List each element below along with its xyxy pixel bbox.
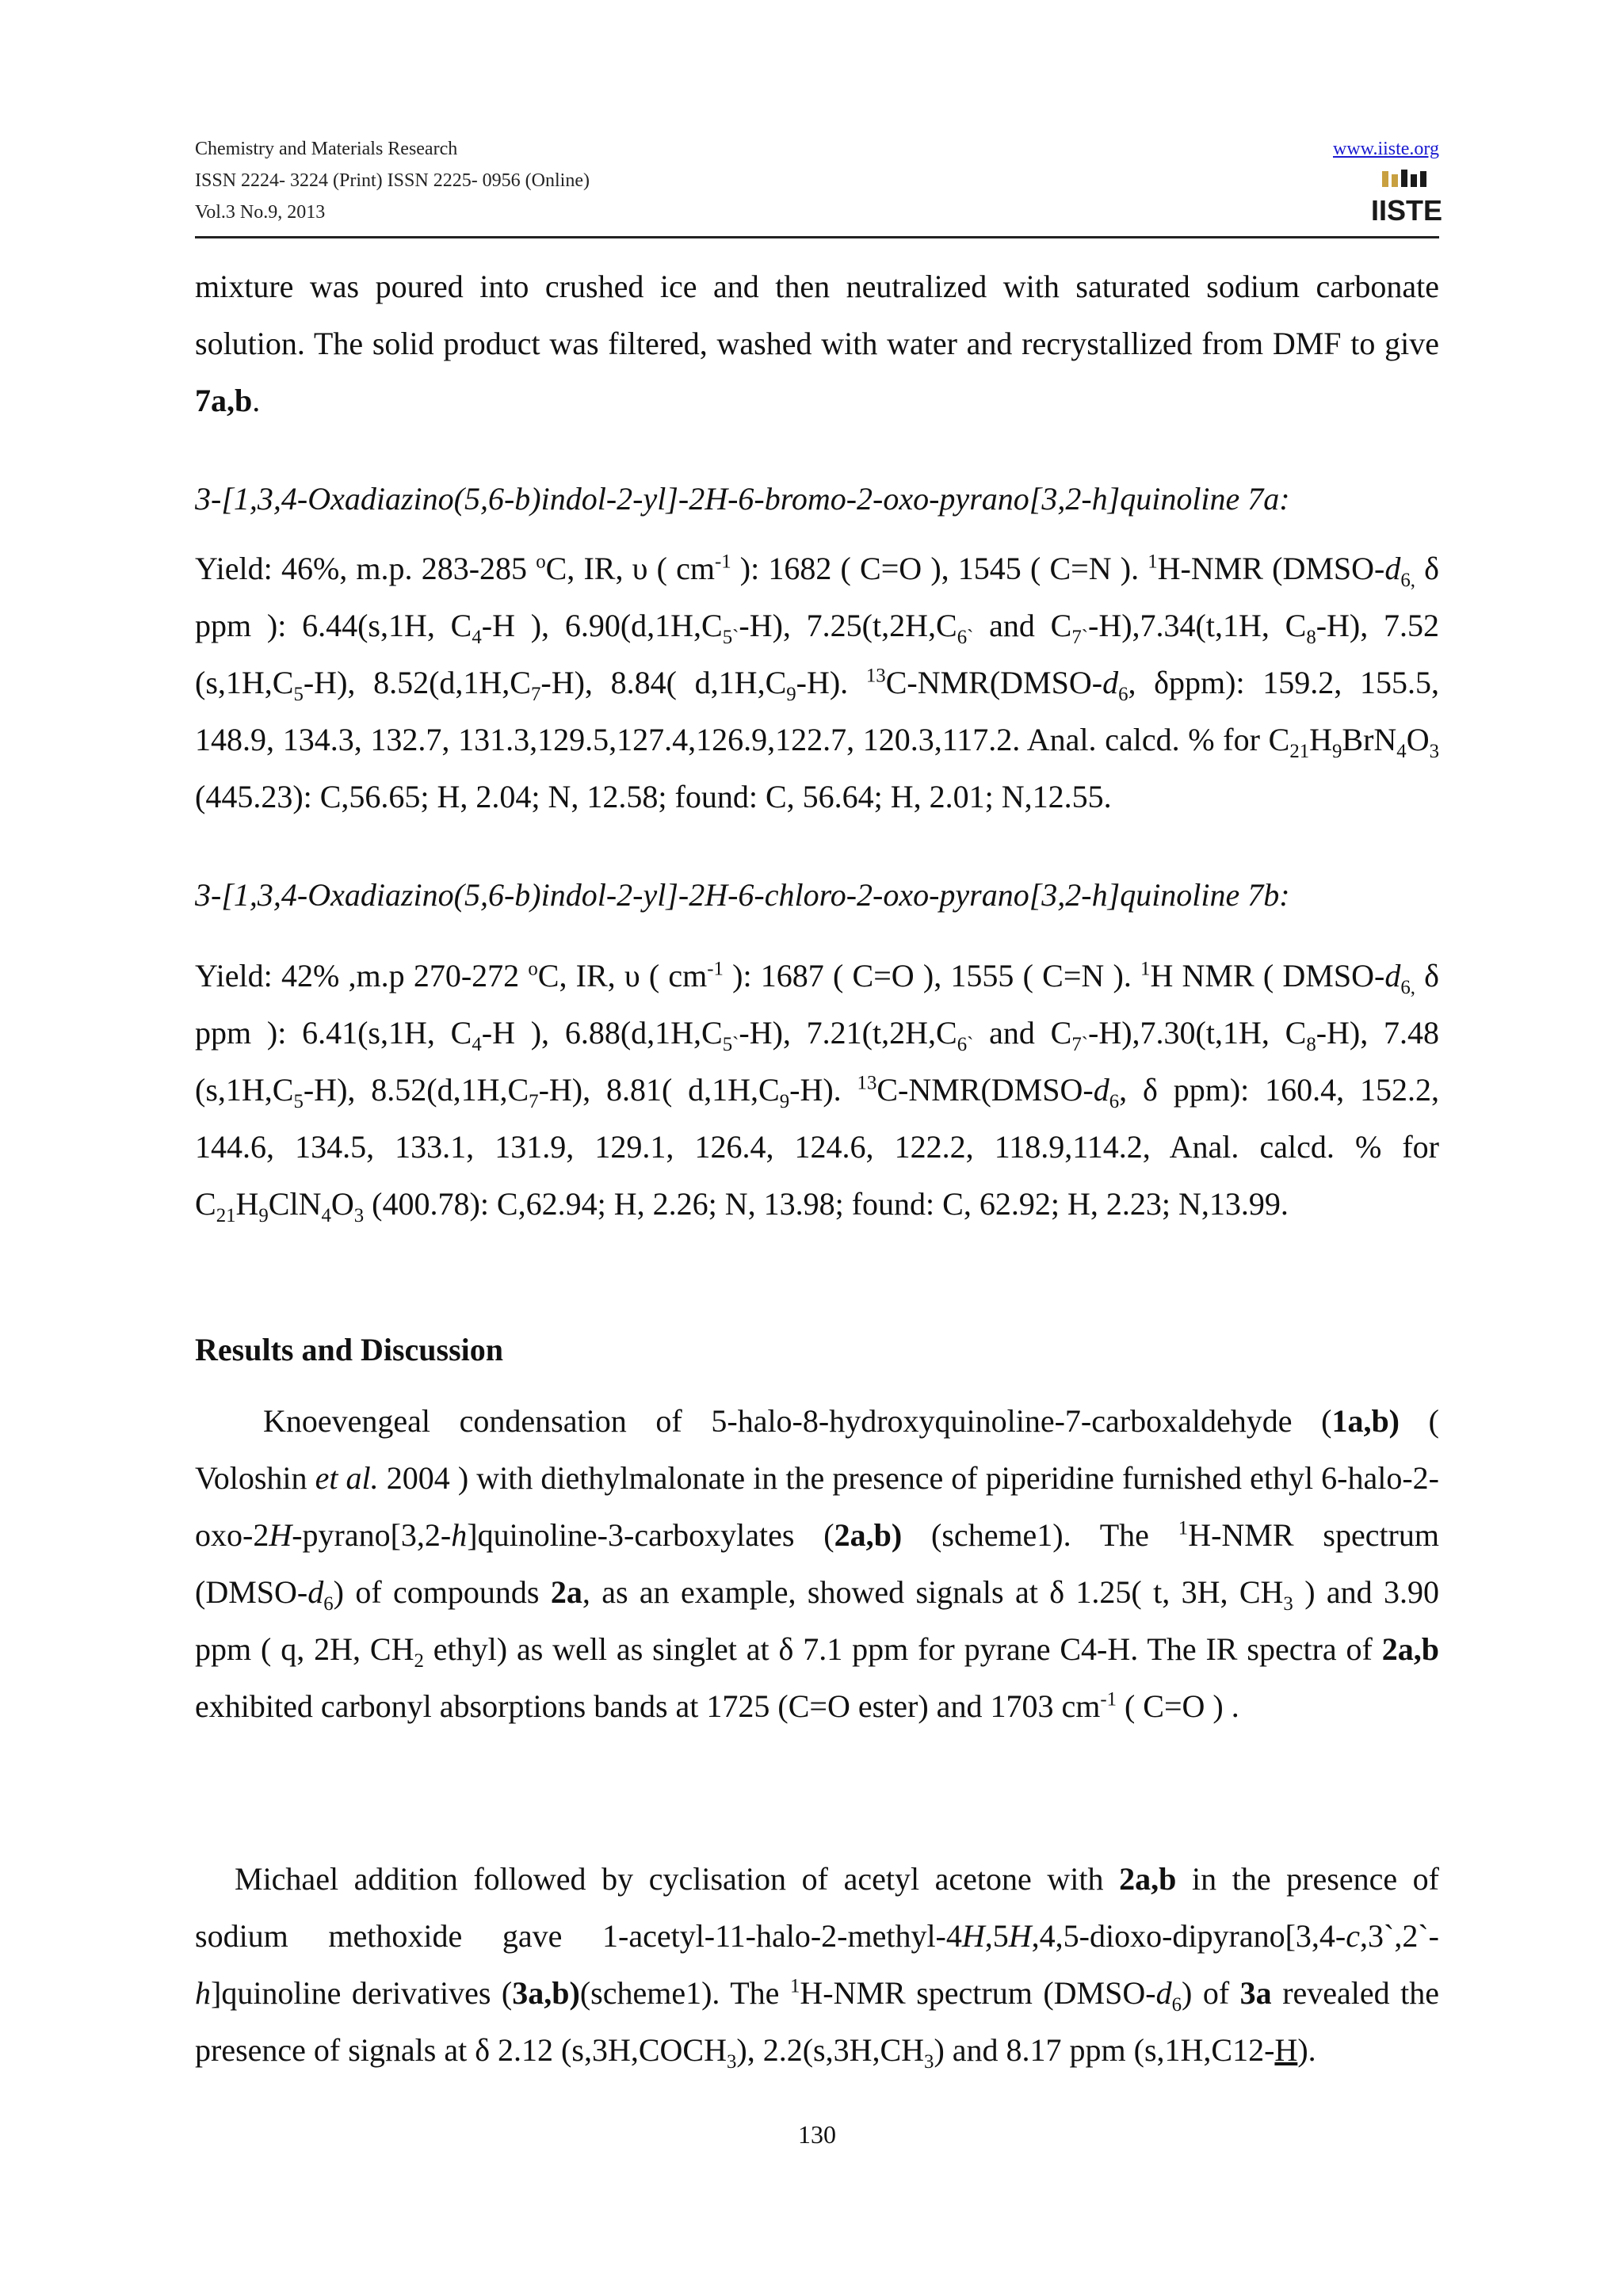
bold: 3a [1239, 1975, 1272, 2011]
text: ethyl) as well as singlet at δ 7.1 ppm for pyrane C4-H. The IR spectra of [423, 1631, 1382, 1667]
text: , as an example, showed signals at δ 1.25( t, 3H, CH [582, 1574, 1284, 1610]
text: (400.78): C,62.94; H, 2.26; N, 13.98; found: C, 62.92; H, 2.23; N,13.99. [364, 1186, 1289, 1222]
sub: 5` [722, 627, 739, 648]
text: -H), 7.52 (s,1H,C [195, 608, 1440, 700]
intro-text: mixture was poured into crushed ice and then neutralized with saturated sodium carbonate solution. The solid product was filtered, washed with water and recrystallized from DMF to give [195, 269, 1439, 361]
sub: 8 [1306, 1034, 1316, 1055]
sub: 3 [353, 1205, 365, 1226]
compound-7a-data [195, 540, 1439, 826]
text: exhibited carbonyl absorptions bands at 1725 (C=O ester) and 1703 cm [195, 1688, 1101, 1724]
sub: 4 [472, 627, 482, 648]
website-block [1333, 133, 1439, 165]
bold: 2a [550, 1574, 582, 1610]
text: O [330, 1186, 354, 1222]
text: -H), 7.48 (s,1H,C [195, 1015, 1440, 1108]
sub: 5 [293, 1091, 304, 1112]
sub: 4 [1396, 741, 1407, 762]
text: (scheme1). The [902, 1517, 1178, 1553]
text: -H), 8.84( d,1H,C [540, 665, 787, 700]
text: Knoevengeal condensation of 5-halo-8-hydroxyquinoline-7-carboxaldehyde ( [263, 1403, 1332, 1439]
sub: 9 [786, 684, 796, 705]
text: -H). [796, 665, 866, 700]
text: ). [1297, 2032, 1316, 2068]
sub: 6` [957, 627, 974, 648]
svg-text:IISTE: IISTE [1370, 194, 1443, 227]
text: -pyrano[3,2- [292, 1517, 452, 1553]
compound-7a-heading: 3-[1,3,4-Oxadiazino(5,6-b)indol-2-yl]-2H-6-bromo-2-oxo-pyrano[3,2-h]quinoline 7a: [195, 481, 1290, 517]
text: ( C=O ) . [1116, 1688, 1239, 1724]
sup: o [536, 551, 546, 573]
text: -H ), 6.88(d,1H,C [481, 1015, 723, 1051]
compound-ref: 7a,b [195, 383, 253, 418]
text: H-NMR spectrum (DMSO- [800, 1975, 1156, 2011]
sup: 1 [789, 1975, 800, 1997]
text: Michael addition followed by cyclisation of acetyl acetone with [235, 1861, 1120, 1897]
sup: -1 [707, 958, 724, 980]
results-p2-text [195, 1851, 1439, 2079]
text: ) and 3.90 ppm ( q, 2H, CH [195, 1574, 1440, 1667]
italic: d [1102, 665, 1119, 700]
sub: 6 [1171, 1994, 1182, 2016]
text: , δ ppm): 160.4, 152.2, 144.6, 134.5, 133.1, 131.9, 129.1, 126.4, 124.6, 122.2, 118.9,114.2, Anal. calcd. % for C [195, 1072, 1439, 1222]
website-link[interactable]: www.iiste.org [1333, 139, 1439, 159]
text: δ ppm ): 6.44(s,1H, C [195, 551, 1439, 643]
text: -H), 8.52(d,1H,C [303, 665, 531, 700]
text: ( Voloshin [195, 1403, 1439, 1496]
text: δ ppm ): 6.41(s,1H, C [195, 958, 1439, 1051]
sub: 6, [1400, 977, 1415, 998]
compound-7a-title [195, 471, 1439, 528]
italic: h [451, 1517, 468, 1553]
sub: 3 [924, 2051, 934, 2073]
sup: 1 [1178, 1517, 1189, 1539]
text: O [1406, 722, 1430, 757]
text: -H),7.34(t,1H, C [1088, 608, 1307, 643]
sup: 13 [857, 1072, 877, 1094]
text: H-NMR spectrum (DMSO- [195, 1517, 1439, 1610]
compound-7a-text [195, 540, 1439, 826]
text: ) and 8.17 ppm (s,1H,C12- [934, 2032, 1275, 2068]
italic: et al. [315, 1460, 379, 1496]
text: (scheme1). The [579, 1975, 790, 2011]
bold: 2a,b [1381, 1631, 1440, 1667]
sub: 7 [531, 684, 541, 705]
sub: 5 [293, 684, 304, 705]
text: H-NMR (DMSO- [1157, 551, 1385, 586]
sub: 21 [1289, 741, 1310, 762]
text: C, IR, υ ( cm [537, 958, 708, 994]
text: H NMR ( DMSO- [1150, 958, 1385, 994]
text: ]quinoline-3-carboxylates ( [467, 1517, 834, 1553]
text: and C [973, 1015, 1072, 1051]
sub: 6 [323, 1593, 334, 1615]
journal-info [195, 133, 590, 228]
text: H [235, 1186, 259, 1222]
text: -H), 7.25(t,2H,C [739, 608, 957, 643]
section-heading: Results and Discussion [195, 1332, 504, 1367]
sub: 6, [1400, 570, 1415, 591]
text: -H), 8.81( d,1H,C [538, 1072, 780, 1108]
sub: 9 [258, 1205, 269, 1226]
text: in the presence of sodium methoxide gave 1-acetyl-11-halo-2-methyl-4 [195, 1861, 1440, 1954]
text: Yield: 46%, m.p. 283-285 [195, 551, 537, 586]
results-heading-block [195, 1326, 1439, 1374]
text: C, IR, υ ( cm [545, 551, 715, 586]
italic: d [1384, 551, 1401, 586]
sub: 7` [1071, 1034, 1088, 1055]
sup: -1 [714, 551, 731, 573]
intro-end: . [252, 383, 261, 418]
text: BrN [1342, 722, 1397, 757]
text: -H), 8.52(d,1H,C [303, 1072, 529, 1108]
text: ), 2.2(s,3H,CH [736, 2032, 925, 2068]
sub: 9 [1332, 741, 1342, 762]
text: (445.23): C,56.65; H, 2.04; N, 12.58; found: C, 56.64; H, 2.01; N,12.55. [195, 779, 1112, 814]
text: , δppm): 159.2, 155.5, 148.9, 134.3, 132.7, 131.3,129.5,127.4,126.9,122.7, 120.3,117.2. Anal. calcd. % for C [195, 665, 1439, 757]
italic: H [269, 1517, 292, 1553]
sup: 13 [865, 665, 886, 687]
text: ): 1682 ( C=O ), 1545 ( C=N ). [731, 551, 1148, 586]
bold: 1a,b) [1331, 1403, 1400, 1439]
sup: 1 [1140, 958, 1151, 980]
text: -H ), 6.90(d,1H,C [481, 608, 723, 643]
compound-7b-heading: 3-[1,3,4-Oxadiazino(5,6-b)indol-2-yl]-2H-6-chloro-2-oxo-pyrano[3,2-h]quinoline 7b: [195, 877, 1290, 913]
italic: d [307, 1574, 324, 1610]
italic: d [1384, 958, 1401, 994]
text: 2004 ) with diethylmalonate in the presence of piperidine furnished ethyl 6-halo-2-oxo-2 [195, 1460, 1439, 1553]
header-rule [195, 236, 1439, 238]
bold: 2a,b) [834, 1517, 903, 1553]
sup: 1 [1148, 551, 1158, 573]
sub: 3 [1429, 741, 1439, 762]
text: C-NMR(DMSO- [885, 665, 1103, 700]
sub: 7 [529, 1091, 539, 1112]
journal-name: Chemistry and Materials Research [195, 139, 458, 159]
sub: 8 [1306, 627, 1316, 648]
italic: d [1155, 1975, 1172, 2011]
text: C-NMR(DMSO- [876, 1072, 1094, 1108]
sub: 7` [1071, 627, 1088, 648]
sub: 4 [321, 1205, 331, 1226]
bold: 3a,b) [512, 1975, 580, 2011]
text: ) of compounds [333, 1574, 551, 1610]
sub: 21 [216, 1205, 236, 1226]
text: ,5 [984, 1918, 1009, 1954]
text: ClN [268, 1186, 322, 1222]
sub: 6 [1109, 1091, 1120, 1112]
text: revealed the presence of signals at δ 2.12 (s,3H,COCH [195, 1975, 1440, 2068]
sup: -1 [1100, 1688, 1117, 1711]
sub: 9 [779, 1091, 790, 1112]
italic: d [1093, 1072, 1109, 1108]
italic: h [195, 1975, 211, 2011]
sub: 4 [472, 1034, 482, 1055]
bold: 2a,b [1119, 1861, 1177, 1897]
sup: o [528, 958, 538, 980]
sub: 3 [726, 2051, 737, 2073]
italic: H [1008, 1918, 1032, 1954]
results-paragraph-2 [195, 1851, 1439, 2079]
text: ,3`,2`- [1360, 1918, 1439, 1954]
italic: H [961, 1918, 985, 1954]
compound-7b-data [195, 948, 1439, 1233]
italic: c [1346, 1918, 1361, 1954]
text: ,4,5-dioxo-dipyrano[3,4- [1031, 1918, 1346, 1954]
text: ]quinoline derivatives ( [211, 1975, 513, 2011]
compound-7b-title [195, 867, 1439, 924]
sub: 5` [722, 1034, 739, 1055]
text: -H),7.30(t,1H, C [1088, 1015, 1307, 1051]
text: Yield: 42% ,m.p 270-272 [195, 958, 529, 994]
journal-volume: Vol.3 No.9, 2013 [195, 202, 326, 223]
text: and C [973, 608, 1072, 643]
page-number: 130 [798, 2120, 836, 2149]
text: -H), 7.21(t,2H,C [739, 1015, 957, 1051]
journal-issn: ISSN 2224- 3224 (Print) ISSN 2225- 0956 (Online) [195, 170, 590, 191]
iiste-logo [1370, 168, 1443, 228]
text: H [1309, 722, 1332, 757]
sub: 6 [1118, 684, 1128, 705]
sub: 6` [957, 1034, 974, 1055]
underline: H [1274, 2032, 1298, 2068]
results-p1-text [195, 1393, 1439, 1735]
text: ) of [1181, 1975, 1240, 2011]
text: -H). [789, 1072, 857, 1108]
results-paragraph-1 [195, 1393, 1439, 1735]
compound-7b-text [195, 948, 1439, 1233]
text: ): 1687 ( C=O ), 1555 ( C=N ). [723, 958, 1141, 994]
journal-header [195, 133, 1443, 241]
sub: 3 [1283, 1593, 1293, 1615]
sub: 2 [414, 1650, 424, 1672]
intro-paragraph [195, 258, 1439, 429]
